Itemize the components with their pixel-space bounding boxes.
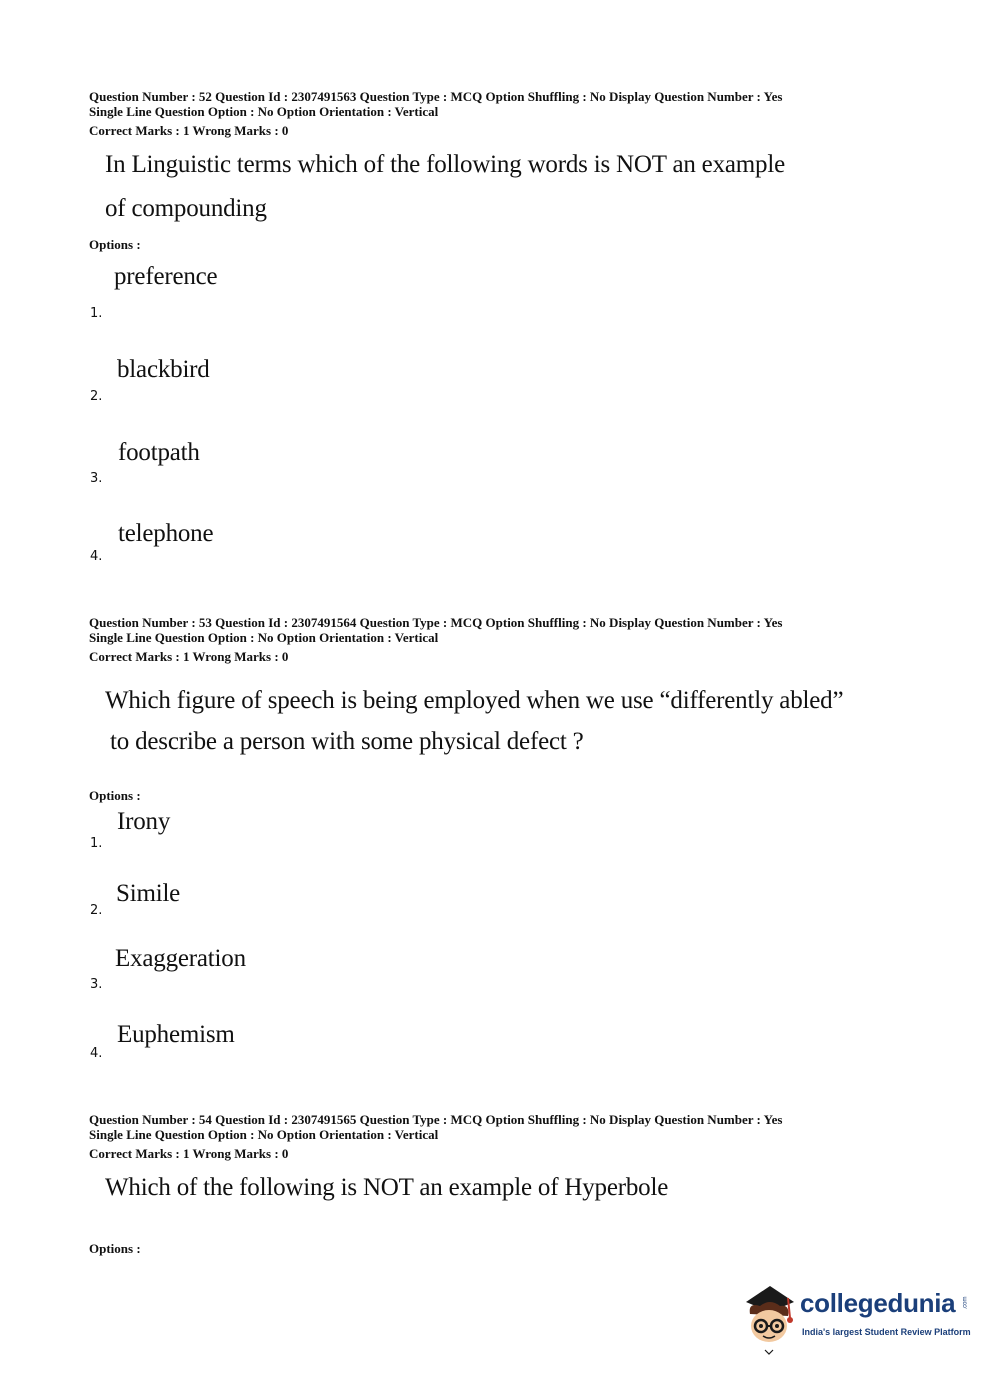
question-marks: Correct Marks : 1 Wrong Marks : 0 (89, 1146, 289, 1161)
question-text-line: Which of the following is NOT an example of Hyperbole (105, 1174, 669, 1201)
option-text: blackbird (117, 356, 210, 383)
option-number: 4. (90, 549, 103, 564)
collegedunia-logo (740, 1280, 970, 1356)
logo-tagline: India's largest Student Review Platform (802, 1327, 971, 1337)
question-marks: Correct Marks : 1 Wrong Marks : 0 (89, 649, 289, 664)
option-text: Euphemism (117, 1021, 235, 1048)
options-label: Options : (89, 1241, 141, 1256)
question-52-meta (89, 89, 782, 138)
option-number: 2. (90, 389, 103, 404)
question-meta-line: Question Number : 54 Question Id : 2307491565 Question Type : MCQ Option Shuffling : No Display Question Number : Yes (89, 1112, 783, 1127)
question-text-line: to describe a person with some physical defect ? (110, 728, 584, 755)
option-text: footpath (118, 439, 200, 466)
option-text: preference (114, 263, 218, 290)
question-text-line: In Linguistic terms which of the following words is NOT an example (105, 151, 785, 178)
question-53-meta (89, 615, 782, 664)
question-meta-line: Single Line Question Option : No Option Orientation : Vertical (89, 104, 439, 119)
question-52-text (105, 143, 785, 231)
question-marks: Correct Marks : 1 Wrong Marks : 0 (89, 123, 289, 138)
option-number: 3. (90, 977, 103, 992)
option-number: 2. (90, 903, 103, 918)
logo-wordmark: collegedunia (800, 1288, 956, 1318)
options-label: Options : (89, 237, 141, 252)
question-54-meta (89, 1112, 782, 1161)
options-label: Options : (89, 788, 141, 803)
option-number: 3. (90, 471, 103, 486)
question-text-line: of compounding (105, 195, 267, 222)
question-meta-line: Single Line Question Option : No Option Orientation : Vertical (89, 630, 439, 645)
option-number: 1. (90, 836, 103, 851)
option-text: Simile (116, 880, 181, 907)
option-text: Exaggeration (115, 945, 246, 972)
question-meta-line: Single Line Question Option : No Option Orientation : Vertical (89, 1127, 439, 1142)
question-meta-line: Question Number : 52 Question Id : 2307491563 Question Type : MCQ Option Shuffling : No Display Question Number : Yes (89, 89, 783, 104)
question-text-line: Which figure of speech is being employed when we use “differently abled” (105, 687, 844, 714)
option-text: Irony (117, 808, 171, 835)
graduate-mascot-icon (740, 1280, 800, 1356)
question-meta-line: Question Number : 53 Question Id : 2307491564 Question Type : MCQ Option Shuffling : No Display Question Number : Yes (89, 615, 783, 630)
option-text: telephone (118, 520, 214, 547)
question-53-text (105, 680, 843, 762)
logo-suffix: .com (962, 1296, 969, 1310)
option-number: 4. (90, 1046, 103, 1061)
question-54-text (105, 1166, 668, 1210)
option-number: 1. (90, 306, 103, 321)
